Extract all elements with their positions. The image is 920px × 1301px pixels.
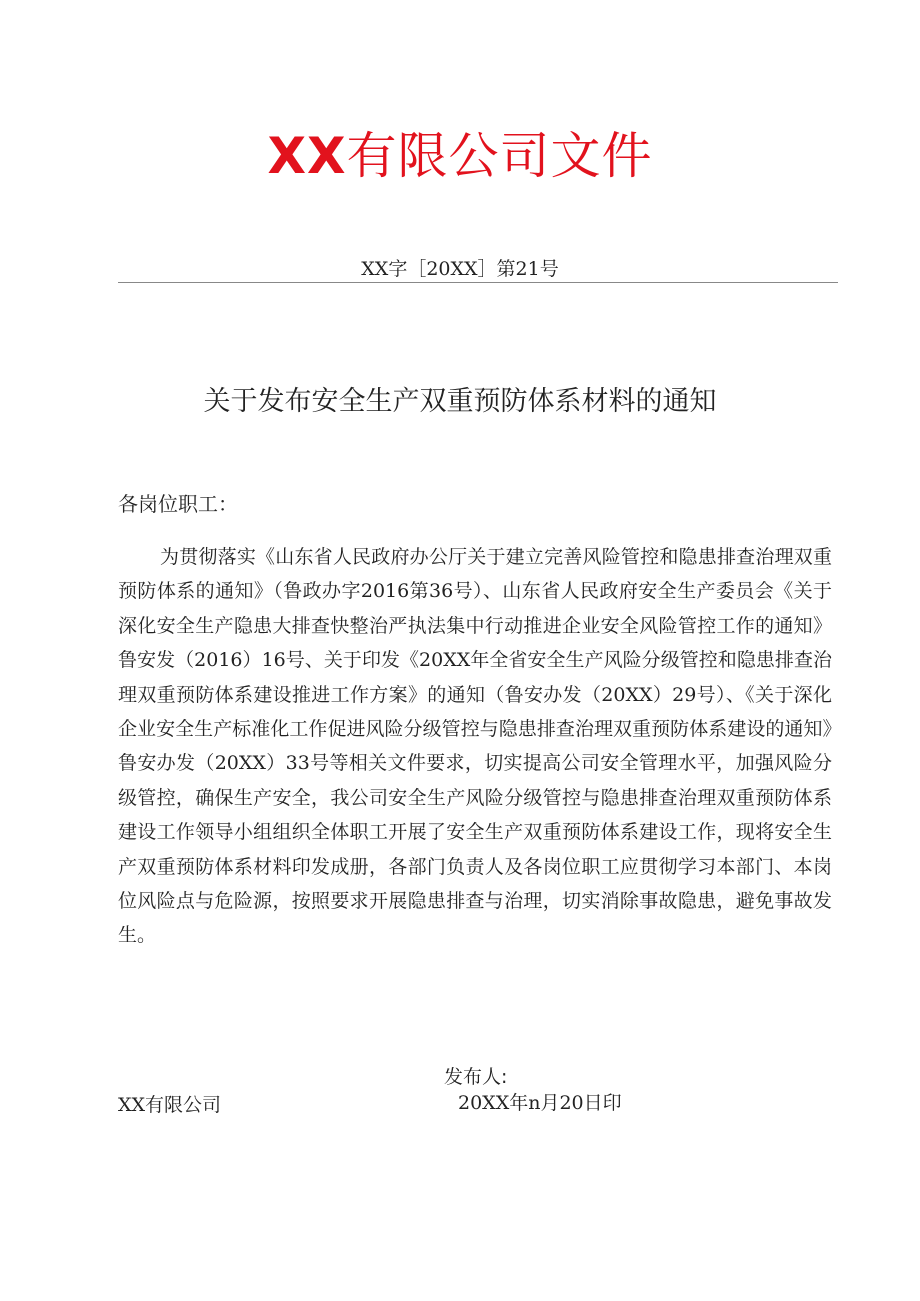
body-paragraph: 为贯彻落实《山东省人民政府办公厅关于建立完善风险管控和隐患排查治理双重预防体系的通知》（鲁政办字2016第36号）、山东省人民政府安全生产委员会《关于深化安全生产隐患大排查快整治严执法集中行动推进企业安全风险管控工作的通知》鲁安发（2016）16号、关于印发《20XX年全省安全生产风险分级管控和隐患排查治理双重预防体系建设推进工作方案》的通知（鲁安办发（20XX）29号）、《关于深化企业安全生产标准化工作促进风险分级管控与隐患排查治理双重预防体系建设的通知》鲁安办发（20XX）33号等相关文件要求，切实提高公司安全管理水平，加强风险分级管控，确保生产安全，我公司安全生产风险分级管控与隐患排查治理双重预防体系建设工作领导小组组织全体职工开展了安全生产双重预防体系建设工作，现将安全生产双重预防体系材料印发成册，各部门负责人及各岗位职工应贯彻学习本部门、本岗位风险点与危险源，按照要求开展隐患排查与治理，切实消除事故隐患，避免事故发生。	[118, 546, 832, 947]
document-header-title	[0, 124, 920, 188]
header-title-prefix: XX	[267, 127, 347, 185]
salutation: 各岗位职工：	[118, 492, 238, 516]
header-divider	[118, 282, 838, 283]
company-name: XX有限公司	[118, 1094, 222, 1116]
document-number: XX字［20XX］第21号	[361, 258, 559, 280]
notice-title: 关于发布安全生产双重预防体系材料的通知	[203, 386, 717, 417]
issue-date: 20XX年n月20日印	[458, 1092, 622, 1114]
publisher-label: 发布人:	[444, 1066, 508, 1088]
header-title-rest: 有限公司文件	[346, 127, 653, 185]
